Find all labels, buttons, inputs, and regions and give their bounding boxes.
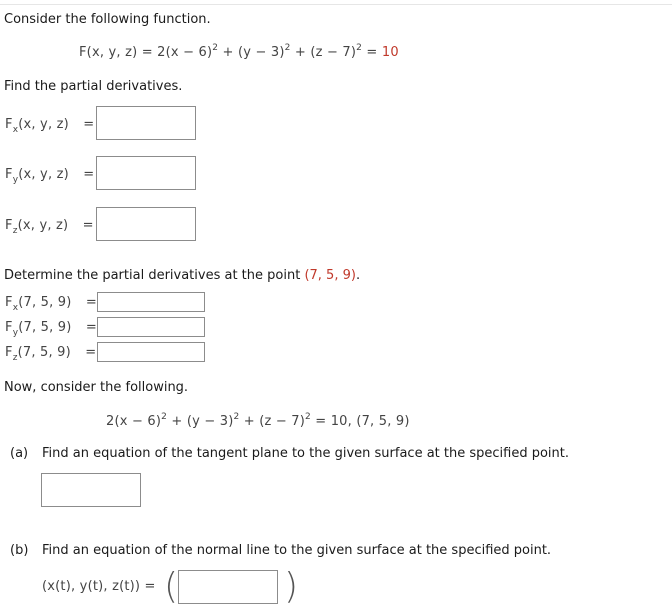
- fx-answer-input[interactable]: [96, 106, 196, 140]
- function-equals: =: [362, 45, 382, 60]
- fz-at-point-label: $F_z(7$, 5, 9) =: [5, 345, 97, 363]
- point-value: (7, 5, 9): [304, 268, 356, 283]
- exponent: 2: [161, 412, 168, 422]
- part-a-question: Find an equation of the tangent plane to the given surface at the specified point.: [42, 446, 570, 461]
- exponent: 2: [284, 43, 291, 53]
- exponent: 2: [233, 412, 240, 422]
- normal-line-input[interactable]: [178, 570, 278, 604]
- fy-answer-input[interactable]: [96, 156, 196, 190]
- fx-label: $F_x(x$, y, z) =: [5, 117, 95, 135]
- function-lhs: F(x, y, z) = 2(x − 6): [79, 45, 213, 60]
- part-b-label: (b): [10, 543, 29, 558]
- fy-label: $F_y(x$, y, z) =: [5, 167, 95, 185]
- fx-at-point-label: $F_x(7$, 5, 9) =: [5, 295, 97, 313]
- function-rhs: 10: [381, 45, 399, 60]
- exponent: 2: [212, 43, 219, 53]
- normal-line-lhs: (x(t), y(t), z(t)) =: [42, 579, 156, 594]
- fy-at-point-input[interactable]: [97, 317, 205, 337]
- tangent-plane-input[interactable]: [41, 473, 141, 507]
- surface-equation: $2(x - 6)^2 + (y - 3)^2 + (z - 7)^2 = 10$, (7, 5, 9): [106, 412, 410, 429]
- left-paren: (: [164, 566, 179, 607]
- now-consider-text: Now, consider the following.: [4, 380, 189, 395]
- exponent: 2: [305, 412, 311, 422]
- fz-label: $F_z(x$, y, z) =: [5, 218, 94, 236]
- top-divider: [0, 4, 672, 5]
- exponent: 2: [356, 43, 363, 53]
- function-term-y: + (y − 3): [218, 45, 285, 60]
- function-equation: [79, 45, 399, 60]
- fz-answer-input[interactable]: [96, 207, 196, 241]
- fz-at-point-input[interactable]: [97, 342, 205, 362]
- function-term-z: + (z − 7): [290, 45, 357, 60]
- part-b-question: Find an equation of the normal line to the given surface at the specified point.: [42, 543, 552, 558]
- determine-text: Determine the partial derivatives at the point (7, 5, 9).: [4, 268, 361, 283]
- find-partials-text: Find the partial derivatives.: [4, 79, 183, 94]
- part-a-label: (a): [10, 446, 29, 461]
- right-paren: ): [284, 566, 299, 607]
- fy-at-point-label: $F_y(7$, 5, 9) =: [5, 320, 97, 338]
- intro-text: Consider the following function.: [4, 12, 211, 27]
- fx-at-point-input[interactable]: [97, 292, 205, 312]
